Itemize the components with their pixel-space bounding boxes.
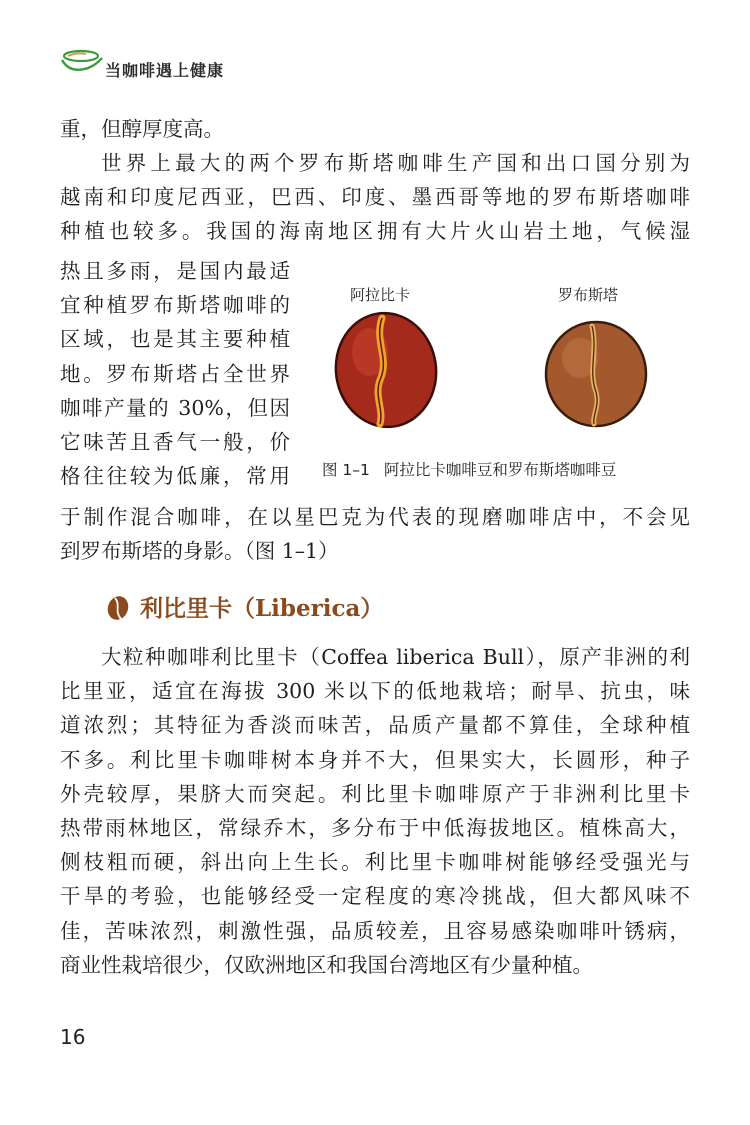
text-line: 区域，也是其主要种植 bbox=[60, 327, 290, 352]
figure-label-arabica: 阿拉比卡 bbox=[350, 286, 411, 304]
figure-coffee-beans bbox=[320, 276, 668, 486]
text-line: 比里亚，适宜在海拔 300 米以下的低地栽培；耐旱、抗虫，味 bbox=[60, 679, 690, 704]
text-line: 它味苦且香气一般，价 bbox=[60, 430, 290, 455]
text-line: 咖啡产量的 30%，但因 bbox=[60, 395, 290, 420]
text-line: 商业性栽培很少，仅欧洲地区和我国台湾地区有少量种植。 bbox=[60, 952, 593, 977]
figure-label-robusta: 罗布斯塔 bbox=[558, 286, 619, 304]
text-line: 道浓烈；其特征为香淡而味苦，品质产量都不算佳，全球种植 bbox=[60, 713, 690, 738]
text-line: 热带雨林地区，常绿乔木，多分布于中低海拔地区。植株高大， bbox=[60, 816, 690, 841]
text-line: 干旱的考验，也能够经受一定程度的寒冷挑战，但大都风味不 bbox=[60, 884, 690, 909]
text-line: 大粒种咖啡利比里卡（Coffea liberica Bull），原产非洲的利 bbox=[101, 645, 690, 669]
text-line: 格往往较为低廉，常用 bbox=[60, 464, 290, 489]
coffee-cup-logo-icon bbox=[58, 46, 104, 76]
paragraph-2-end bbox=[60, 500, 690, 568]
text-line: 到罗布斯塔的身影。（图 1–1） bbox=[60, 539, 339, 564]
text-line: 佳，苦味浓烈，刺激性强，品质较差，且容易感染咖啡叶锈病， bbox=[60, 918, 690, 943]
text-line: 于制作混合咖啡，在以星巴克为代表的现磨咖啡店中，不会见 bbox=[60, 505, 690, 529]
text-line: 热且多雨，是国内最适 bbox=[60, 259, 290, 283]
robusta-bean-illustration bbox=[542, 318, 650, 430]
text-line: 地。罗布斯塔占全世界 bbox=[60, 361, 290, 386]
page-number: 16 bbox=[60, 1025, 86, 1049]
text-line: 重，但醇厚度高。 bbox=[60, 117, 224, 141]
arabica-bean-illustration bbox=[330, 310, 442, 430]
paragraph-2-wrapped bbox=[60, 254, 290, 493]
section-title: 利比里卡（Liberica） bbox=[140, 595, 384, 622]
running-header bbox=[58, 46, 698, 86]
text-line: 世界上最大的两个罗布斯塔咖啡生产国和出口国分别为 bbox=[101, 151, 690, 175]
text-line: 种植也较多。我国的海南地区拥有大片火山岩土地，气候湿 bbox=[60, 219, 690, 244]
figure-number: 图 1–1 bbox=[322, 461, 370, 479]
text-line: 外壳较厚，果脐大而突起。利比里卡咖啡原产于非洲利比里卡 bbox=[60, 781, 690, 806]
figure-caption-text: 阿拉比卡咖啡豆和罗布斯塔咖啡豆 bbox=[383, 461, 617, 479]
text-line: 越南和印度尼西亚，巴西、印度、墨西哥等地的罗布斯塔咖啡 bbox=[60, 185, 690, 210]
text-line: 不多。利比里卡咖啡树本身并不大，但果实大，长圆形，种子 bbox=[60, 747, 690, 772]
text-line: 侧枝粗而硬，斜出向上生长。利比里卡咖啡树能够经受强光与 bbox=[60, 850, 690, 875]
paragraph-3 bbox=[60, 640, 690, 982]
coffee-bean-icon bbox=[106, 595, 130, 621]
header-title: 当咖啡遇上健康 bbox=[105, 61, 225, 80]
paragraph-2 bbox=[60, 146, 690, 249]
paragraph-1 bbox=[60, 112, 690, 146]
figure-caption bbox=[322, 458, 616, 480]
text-line: 宜种植罗布斯塔咖啡的 bbox=[60, 293, 290, 318]
